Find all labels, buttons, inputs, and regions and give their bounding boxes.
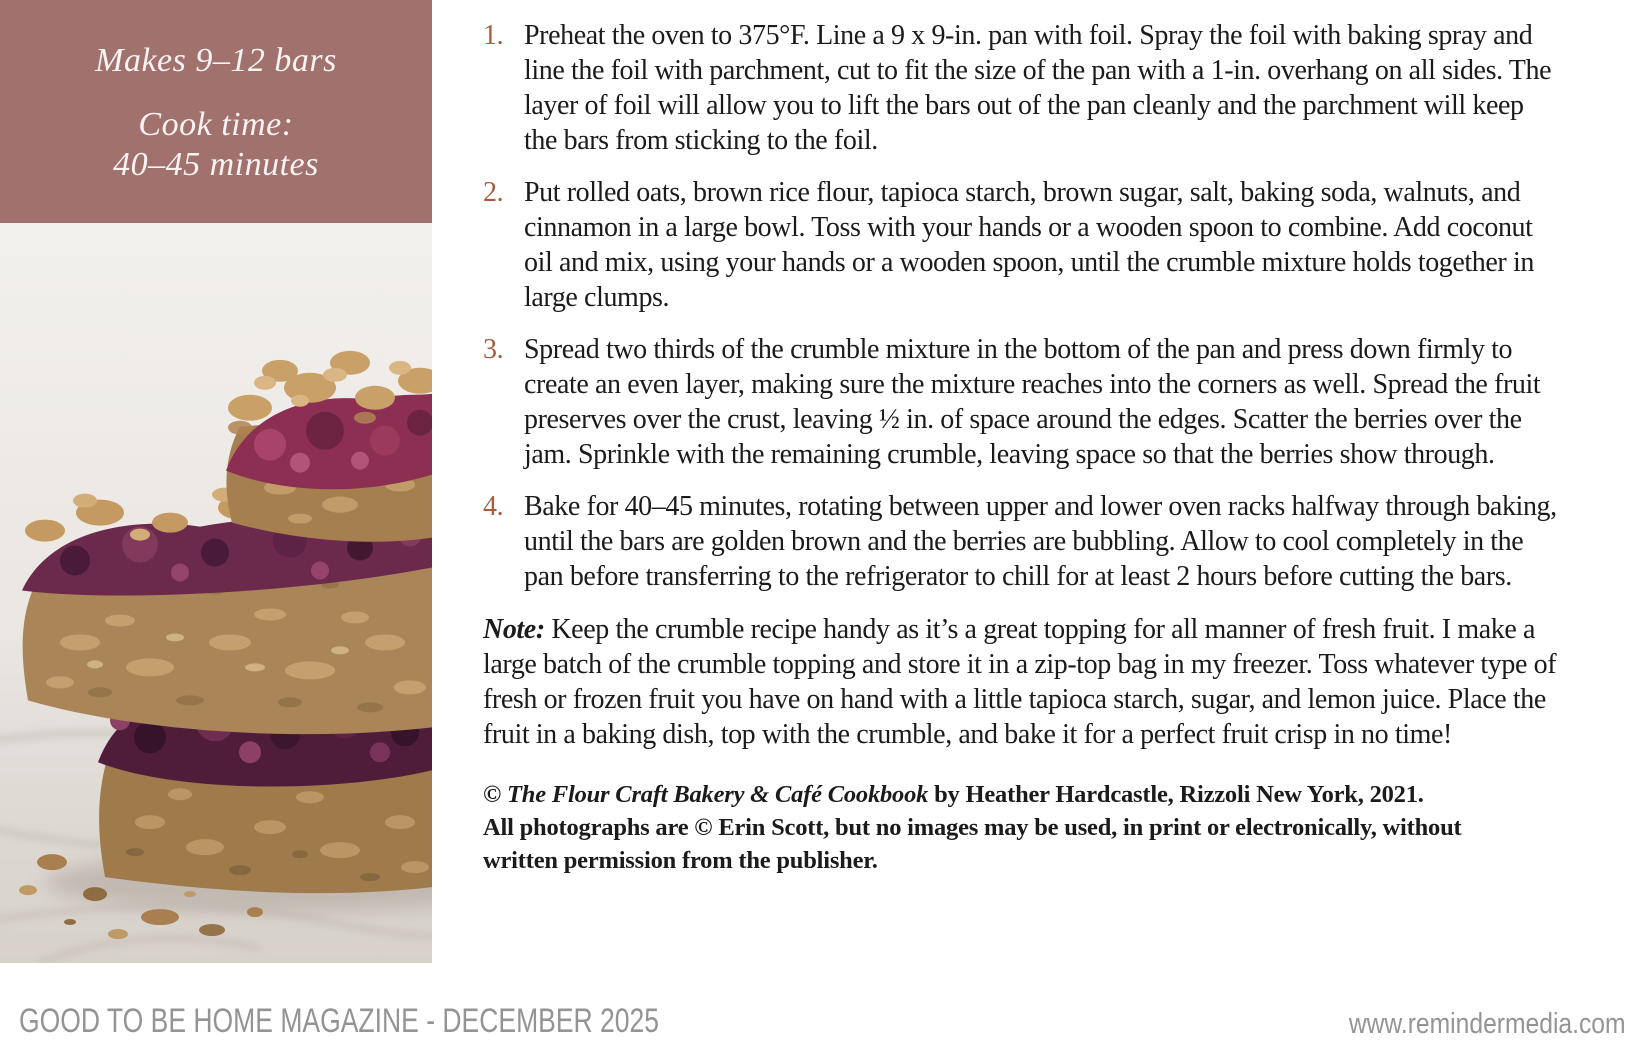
- recipe-step: [483, 18, 1560, 158]
- yield-text: Makes 9–12 bars: [95, 42, 337, 79]
- step-text: Bake for 40–45 minutes, rotating between upper and lower oven racks halfway through baking, until the bars are golden brown and the berries are bubbling. Allow to cool completely in the pan before transferring to the refrigerator to chill for at least 2 hours before cutting the bars.: [524, 491, 1557, 592]
- recipe-step: [483, 332, 1560, 472]
- recipe-info-box: [0, 0, 432, 223]
- magazine-issue-text: GOOD TO BE HOME MAGAZINE - DECEMBER 2025: [19, 1002, 660, 1040]
- note-label: Note:: [483, 614, 545, 645]
- credit-prefix: ©: [483, 781, 508, 808]
- copyright-credit: [483, 778, 1538, 877]
- recipe-note: [483, 612, 1560, 752]
- step-number: 4.: [483, 491, 504, 522]
- cook-time-value: 40–45 minutes: [113, 146, 319, 183]
- credit-line-2: All photographs are © Erin Scott, but no images may be used, in print or electronically, without written permission from the publisher.: [483, 814, 1462, 874]
- step-number: 2.: [483, 177, 504, 208]
- note-text: Keep the crumble recipe handy as it’s a great topping for all manner of fresh fruit. I make a large batch of the crumble topping and store it in a zip-top bag in my freezer. Toss whatever type of fresh or frozen fruit you have on hand with a little tapioca starch, sugar, and lemon juice. Place the fruit in a baking dish, top with the crumble, and bake it for a perfect fruit crisp in no time!: [483, 614, 1557, 750]
- recipe-instructions: [483, 18, 1560, 877]
- step-number: 3.: [483, 334, 504, 365]
- step-text: Put rolled oats, brown rice flour, tapioca starch, brown sugar, salt, baking soda, walnuts, and cinnamon in a large bowl. Toss with your hands or a wooden spoon to combine. Add coconut oil and mix, using your hands or a wooden spoon, until the crumble mixture holds together in large clumps.: [524, 177, 1534, 313]
- recipe-step: [483, 489, 1560, 594]
- publisher-url-text: www.remindermedia.com: [1349, 1008, 1626, 1040]
- book-title: The Flour Craft Bakery & Café Cookbook: [507, 781, 929, 808]
- cook-time-label: Cook time:: [138, 106, 294, 143]
- step-number: 1.: [483, 20, 504, 51]
- step-text: Preheat the oven to 375°F. Line a 9 x 9-in. pan with foil. Spray the foil with baking spray and line the foil with parchment, cut to fit the size of the pan with a 1-in. overhang on all sides. The layer of foil will allow you to lift the bars out of the pan cleanly and the parchment will keep the bars from sticking to the foil.: [524, 20, 1552, 156]
- crumble-bars-photo: [0, 223, 432, 963]
- recipe-step: [483, 175, 1560, 315]
- credit-suffix: by Heather Hardcastle, Rizzoli New York, 2021.: [928, 781, 1424, 808]
- credit-line-1: [483, 778, 1538, 811]
- step-text: Spread two thirds of the crumble mixture in the bottom of the pan and press down firmly to create an even layer, making sure the mixture reaches into the corners as well. Spread the fruit preserves over the crust, leaving ½ in. of space around the edges. Scatter the berries over the jam. Sprinkle with the remaining crumble, leaving space so that the berries show through.: [524, 334, 1541, 470]
